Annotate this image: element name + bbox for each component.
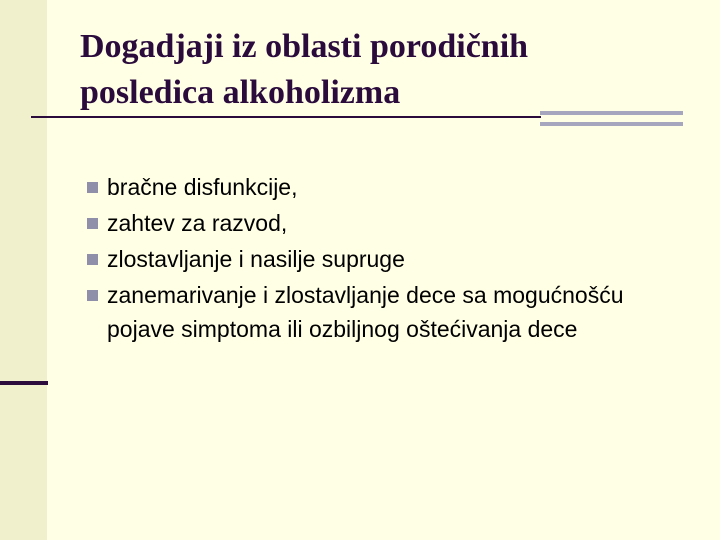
square-bullet-icon [87, 290, 98, 301]
left-accent-bar [0, 381, 48, 385]
bullet-item [87, 170, 697, 204]
bullet-text: bračne disfunkcije, [107, 174, 298, 200]
square-bullet-icon [87, 218, 98, 229]
bullet-text: zlostavljanje i nasilje supruge [107, 246, 405, 272]
bullet-item [87, 278, 697, 346]
left-decorative-band [0, 0, 47, 540]
square-bullet-icon [87, 182, 98, 193]
bullet-text: zanemarivanje i zlostavljanje dece sa mogućnošću pojave simptoma ili ozbiljnog oštećivanja dece [107, 282, 624, 342]
bullet-item [87, 206, 697, 240]
slide-title [80, 24, 528, 116]
slide-title-line-2: posledica alkoholizma [80, 74, 401, 111]
accent-stripe-top [540, 111, 683, 115]
bullet-list [87, 170, 697, 348]
bullet-item [87, 242, 697, 276]
bullet-text: zahtev za razvod, [107, 210, 288, 236]
square-bullet-icon [87, 254, 98, 265]
slide-title-line-1: Dogadjaji iz oblasti porodičnih [80, 28, 529, 65]
title-accent-stripes [540, 111, 683, 126]
accent-stripe-bottom [540, 122, 683, 126]
title-underline [31, 116, 541, 118]
